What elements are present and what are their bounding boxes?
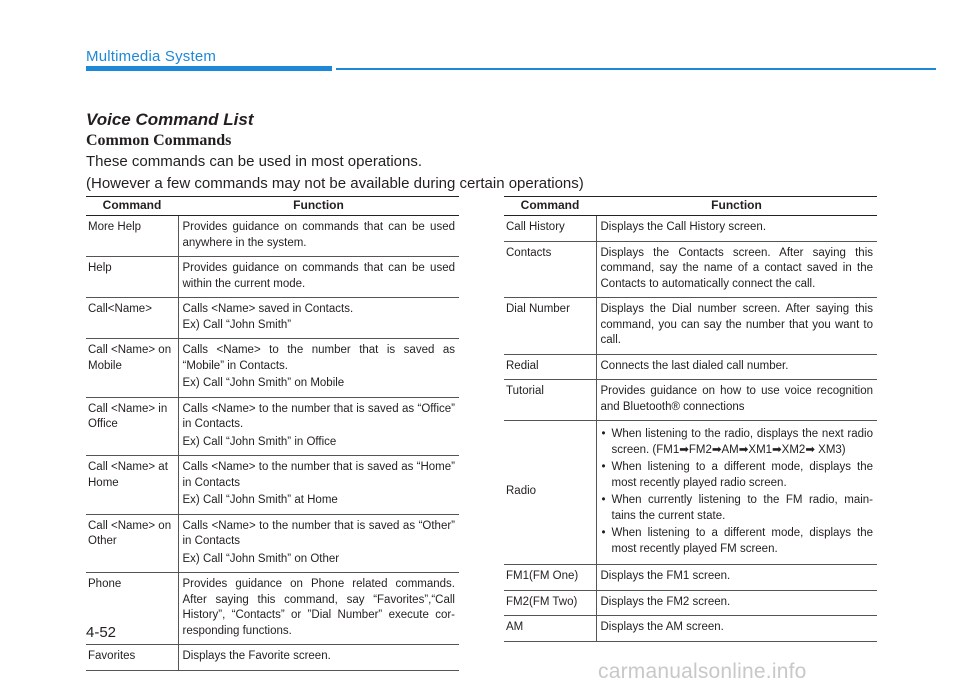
command-cell: Favorites	[86, 645, 178, 671]
header-accent-bar	[86, 66, 332, 71]
command-cell: AM	[504, 616, 596, 642]
function-cell	[178, 514, 459, 573]
table-row	[504, 616, 877, 642]
function-example: Ex) Call “John Smith” at Home	[182, 494, 338, 506]
column-header-function: Function	[596, 197, 877, 216]
function-example: Ex) Call “John Smith” in Office	[182, 435, 337, 448]
function-cell: Displays the FM2 screen.	[596, 590, 877, 616]
function-cell: Provides guidance on Phone related commands. After saying this command, say “Favorites”,“Call History”, “Contacts” or ”Dial Number” execute cor-responding functions.	[178, 573, 459, 645]
table-row	[86, 339, 459, 398]
command-cell: Tutorial	[504, 380, 596, 421]
table-row	[504, 241, 877, 298]
list-item: • When currently listening to the FM radio, main-tains the current state.	[601, 493, 874, 524]
command-cell: Call<Name>	[86, 298, 178, 339]
command-cell: Call <Name> on Mobile	[86, 339, 178, 398]
page-number: 4-52	[86, 624, 117, 641]
table-row	[86, 645, 459, 671]
function-cell	[178, 397, 459, 456]
function-example: Ex) Call “John Smith” on Other	[182, 552, 340, 565]
table-row	[504, 380, 877, 421]
function-cell: Displays the Call History screen.	[596, 216, 877, 242]
column-header-command: Command	[504, 197, 596, 216]
list-item: • When listening to a different mode, displays the most recently played FM screen.	[601, 526, 874, 557]
table-row	[504, 298, 877, 355]
watermark: carmanualsonline.info	[598, 660, 807, 683]
function-cell: Displays the Favorite screen.	[178, 645, 459, 671]
function-cell: Provides guidance on commands that can be used anywhere in the system.	[178, 216, 459, 257]
command-cell: Call <Name> on Other	[86, 514, 178, 573]
command-cell: Contacts	[504, 241, 596, 298]
function-cell: Displays the Dial number screen. After saying this command, you can say the number that you want to call.	[596, 298, 877, 355]
page-title: Voice Command List	[86, 110, 254, 129]
command-cell: FM2(FM Two)	[504, 590, 596, 616]
function-cell	[178, 456, 459, 515]
command-cell: More Help	[86, 216, 178, 257]
list-item: • When listening to a different mode, displays the most recently played radio screen.	[601, 460, 874, 491]
function-cell	[178, 298, 459, 339]
column-header-command: Command	[86, 197, 178, 216]
function-cell: Displays the Contacts screen. After saying this command, say the name of a contact saved in the Contacts to automatically connect the call.	[596, 241, 877, 298]
command-cell: Redial	[504, 354, 596, 380]
table-row	[86, 298, 459, 339]
left-command-table	[86, 196, 459, 671]
list-item: • When listening to the radio, displays the next radio screen. (FM1➡FM2➡AM➡XM1➡XM2➡ XM3)	[601, 427, 874, 458]
function-text: Calls <Name> to the number that is saved as “Other” in Contacts	[182, 519, 455, 547]
function-example: Ex) Call “John Smith”	[182, 318, 292, 331]
function-example: Ex) Call “John Smith” on Mobile	[182, 377, 345, 389]
function-cell: Provides guidance on how to use voice recognition and Bluetooth® connections	[596, 380, 877, 421]
section-header-title: Multimedia System	[86, 48, 217, 65]
command-cell: Dial Number	[504, 298, 596, 355]
header-rule	[336, 68, 936, 70]
table-row	[86, 397, 459, 456]
function-text: Calls <Name> saved in Contacts.	[182, 303, 354, 315]
table-row	[504, 590, 877, 616]
table-row	[86, 456, 459, 515]
intro-line-1: These commands can be used in most operations.	[86, 153, 423, 170]
command-cell: Phone	[86, 573, 178, 645]
column-header-function: Function	[178, 197, 459, 216]
table-row	[504, 565, 877, 591]
intro-line-2: (However a few commands may not be available during certain operations)	[86, 175, 584, 192]
radio-function-list	[601, 427, 874, 557]
function-text: Calls <Name> to the number that is saved as “Home” in Contacts	[182, 461, 455, 489]
command-cell: Call <Name> at Home	[86, 456, 178, 515]
function-text: Calls <Name> to the number that is saved as “Office” in Contacts.	[182, 402, 455, 430]
command-cell: Call History	[504, 216, 596, 242]
table-row	[504, 354, 877, 380]
function-cell: Connects the last dialed call number.	[596, 354, 877, 380]
table-row	[504, 216, 877, 242]
table-row	[86, 573, 459, 645]
table-row	[86, 257, 459, 298]
table-row	[504, 421, 877, 565]
table-row	[86, 514, 459, 573]
table-row	[86, 216, 459, 257]
function-cell	[596, 421, 877, 565]
command-cell: FM1(FM One)	[504, 565, 596, 591]
right-command-table	[504, 196, 877, 642]
function-cell	[178, 339, 459, 398]
command-cell: Radio	[504, 421, 596, 565]
function-cell: Provides guidance on commands that can be used within the current mode.	[178, 257, 459, 298]
function-text: Calls <Name> to the number that is saved as “Mobile” in Contacts.	[182, 344, 455, 372]
function-cell: Displays the AM screen.	[596, 616, 877, 642]
command-cell: Call <Name> in Office	[86, 397, 178, 456]
function-cell: Displays the FM1 screen.	[596, 565, 877, 591]
command-cell: Help	[86, 257, 178, 298]
page-subtitle: Common Commands	[86, 132, 232, 149]
